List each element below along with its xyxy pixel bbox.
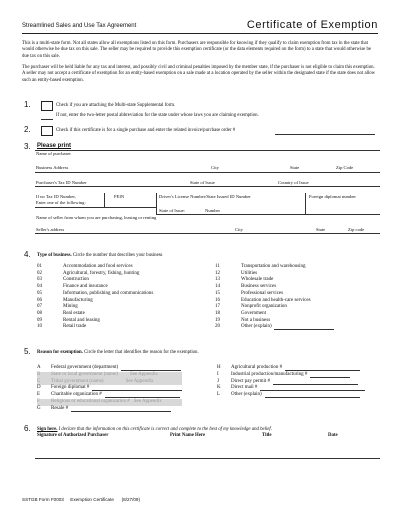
business-type-item[interactable]: 04 Finance and insurance	[37, 284, 108, 290]
diplomat-divider	[305, 193, 306, 215]
signature-line[interactable]	[35, 458, 380, 459]
reason-item[interactable]: L Other (explain)	[217, 392, 365, 399]
city-label: City	[211, 165, 219, 170]
purchaser-name-field[interactable]	[35, 150, 380, 151]
section-1-text: Check if you are attaching the Multi-state Supplemental form.	[56, 103, 176, 108]
reason-item[interactable]: D Foreign diplomat #	[37, 385, 182, 392]
fein-field[interactable]	[35, 207, 156, 208]
multistate-supplement-checkbox[interactable]	[41, 101, 53, 111]
header-divider	[22, 33, 378, 34]
country-of-issue-label: Country of Issue	[278, 180, 309, 185]
state-label: State	[290, 165, 300, 170]
intro-paragraph-1: This is a multi-state form. Not all states allow all exemptions listed on this form. Purchasers are responsible for knowing if they qualify to claim exemption from tax in the state that would otherwise be due tax on this sale. The seller may be required to provide this exemption certificate (or the data elements required on the form) to a state that would otherwise be due tax on this sale.	[22, 41, 372, 59]
form-revision: (8/27/09)	[121, 497, 140, 502]
reason-item[interactable]: J Direct pay permit #	[217, 379, 365, 386]
state-abbreviation-field[interactable]	[41, 119, 53, 120]
section-4-number: 4.	[24, 250, 31, 259]
please-print-heading: Please print	[37, 143, 72, 149]
reason-item[interactable]: A Federal government (department)	[37, 365, 182, 372]
purchaser-name-label: Name of purchaser	[36, 151, 71, 156]
reasons-right	[217, 365, 365, 399]
seller-zip-label: Zip code	[348, 227, 365, 232]
business-type-item[interactable]: 19 Not a business	[215, 317, 271, 323]
certificate-title: Certificate of Exemption	[246, 19, 378, 31]
section-1-subtext: If not, enter the two-letter postal abbreviation for the state under whose laws you are claiming exemption.	[56, 113, 259, 118]
declaration-text: I declare that the information on this certificate is correct and complete to the best of my knowledge and belief.	[58, 427, 272, 432]
reason-item[interactable]: H Agricultural production #	[217, 365, 365, 372]
section-6-number: 6.	[24, 424, 31, 433]
business-type-item[interactable]: 14 Business services	[215, 284, 277, 290]
reason-item[interactable]: G Resale #	[37, 406, 182, 413]
date-label: Date	[328, 433, 338, 438]
section-1-number: 1.	[24, 100, 31, 109]
foreign-diplomat-label: Foreign diplomat number	[309, 194, 356, 199]
business-types-left	[37, 264, 153, 331]
business-type-instruction: Circle the number that describes your business	[72, 253, 163, 258]
business-type-item[interactable]: 01 Accommodation and food services	[37, 264, 133, 269]
zip-label: Zip Code	[336, 165, 354, 170]
single-purchase-checkbox[interactable]	[41, 126, 53, 136]
section-2-number: 2.	[24, 125, 31, 134]
seller-address-label: Seller's address	[36, 227, 65, 232]
reason-heading: Reason for exemption.	[37, 350, 83, 355]
form-name: Exemption Certificate	[70, 497, 114, 502]
business-type-item[interactable]: 06 Manufacturing	[37, 297, 93, 303]
business-type-item[interactable]: 17 Nonprofit organization	[215, 304, 287, 310]
reason-item-shaded: C Tribal government (name) See Appendix	[37, 379, 182, 386]
print-name-label: Print Name Here	[170, 433, 206, 438]
other-business-field[interactable]	[274, 324, 334, 330]
section-2-text: Check if this certificate is for a single purchase and enter the related invoice/purchase order #	[56, 128, 236, 133]
reason-item[interactable]: K Direct mail #	[217, 385, 365, 392]
business-type-item[interactable]: 03 Construction	[37, 277, 89, 283]
tax-id-label: Purchaser's Tax ID Number	[36, 180, 87, 185]
business-type-item[interactable]: 13 Wholesale trade	[215, 277, 274, 283]
business-type-item[interactable]: 02 Agricultural, forestry, fishing, hunting	[37, 270, 140, 276]
intro-paragraph-2: The purchaser will be held liable for any tax and interest, and possibly civil and criminal penalties imposed by the member state, if the purchaser is not eligible to claim this exemption. A seller may not accept a certificate of exemption for an entity-based exemption on a sale made at a location operated by the seller within the designated state if the state does not allow such an entity-based exemption.	[22, 65, 376, 83]
license-number-field[interactable]	[156, 214, 380, 215]
section-3-number: 3.	[24, 142, 31, 151]
business-type-item[interactable]: 07 Mining	[37, 304, 78, 310]
reason-instruction: Circle the letter that identifies the reason for the exemption.	[84, 350, 199, 355]
fein-label: FEIN	[114, 194, 125, 199]
reasons-left	[37, 365, 182, 413]
business-type-item[interactable]: 09 Rental and leasing	[37, 317, 100, 323]
business-type-item[interactable]: 18 Government	[215, 310, 266, 316]
business-type-item[interactable]: 16 Education and health-care services	[215, 297, 311, 303]
reason-item[interactable]: I Industrial production/manufacturing #	[217, 372, 365, 379]
invoice-number-field[interactable]	[275, 134, 375, 135]
no-tax-id-label: If no Tax ID Number,	[36, 194, 76, 199]
seller-address-field[interactable]	[35, 233, 380, 234]
business-type-item[interactable]: 08 Real estate	[37, 310, 85, 316]
drivers-license-label: Driver's License Number/State Issued ID Number	[159, 194, 251, 199]
state-of-issue-2-label: State of Issue:	[159, 208, 186, 213]
business-type-item[interactable]: 05 Information, publishing and communications	[37, 290, 154, 296]
seller-name-label: Name of seller from whom you are purchasing, leasing or renting	[36, 215, 157, 220]
enter-one-label: Enter one of the following:	[36, 200, 86, 205]
form-number: SSTGB Form F0003	[22, 497, 64, 502]
state-of-issue-label: State of Issue	[190, 180, 215, 185]
agreement-title: Streamlined Sales and Use Tax Agreement	[22, 23, 137, 29]
tax-id-field[interactable]	[35, 186, 380, 187]
sign-here-heading: Sign here.	[37, 427, 58, 432]
seller-city-label: City	[235, 227, 243, 232]
reason-item-shaded: B State or local government (name) See Appendix	[37, 372, 182, 379]
section-5-number: 5.	[24, 347, 31, 356]
business-type-item[interactable]: 10 Retail trade	[37, 324, 87, 330]
form-footer	[22, 497, 140, 502]
business-address-label: Business Address	[36, 165, 69, 170]
license-divider	[156, 193, 157, 215]
number-label: Number	[205, 208, 221, 213]
business-type-item[interactable]: 20 Other (explain)	[215, 324, 334, 331]
reason-item[interactable]: E Charitable organization #	[37, 392, 182, 399]
business-type-heading: Type of business.	[37, 253, 72, 258]
business-type-item[interactable]: 11 Transportation and warehousing	[215, 264, 306, 269]
business-type-item[interactable]: 12 Utilities	[215, 270, 258, 276]
signature-label: Signature of Authorized Purchaser	[37, 433, 109, 438]
business-address-field[interactable]	[35, 172, 380, 173]
seller-state-label: State	[316, 227, 326, 232]
business-types-right	[215, 264, 334, 331]
reason-item-shaded: F Religious or educational organization # See Appendix	[37, 399, 182, 406]
title-label: Title	[262, 433, 272, 438]
fein-divider	[104, 193, 105, 207]
business-type-item[interactable]: 15 Professional services	[215, 290, 284, 296]
